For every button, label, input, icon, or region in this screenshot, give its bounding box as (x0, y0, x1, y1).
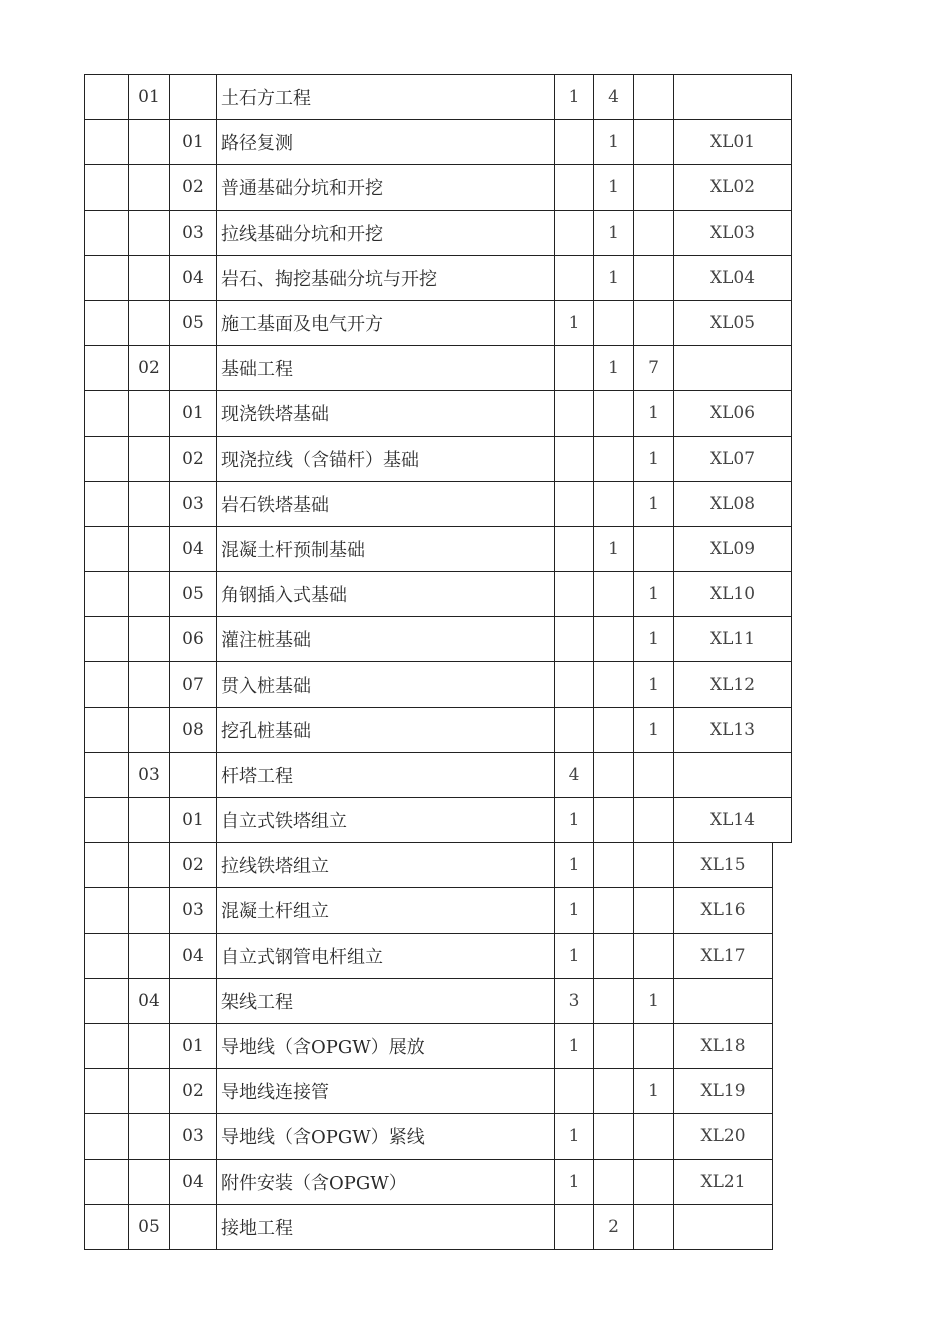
section-number-cell (128, 887, 169, 932)
count-c-cell (633, 526, 673, 571)
blank-cell (84, 1159, 128, 1204)
blank-cell (84, 255, 128, 300)
item-number-cell: 01 (169, 119, 216, 164)
table-step-border (772, 842, 792, 843)
section-number-cell (128, 119, 169, 164)
code-cell: XL14 (673, 797, 792, 842)
count-a-cell (554, 164, 593, 209)
blank-cell (84, 436, 128, 481)
blank-cell (84, 390, 128, 435)
count-b-cell: 1 (593, 526, 633, 571)
blank-cell (84, 707, 128, 752)
code-cell: XL20 (673, 1113, 773, 1158)
section-number-cell: 05 (128, 1204, 169, 1249)
count-a-cell (554, 571, 593, 616)
item-name-cell: 杆塔工程 (216, 752, 554, 797)
section-number-cell (128, 300, 169, 345)
code-cell: XL13 (673, 707, 792, 752)
count-a-cell: 1 (554, 1113, 593, 1158)
item-name-cell: 普通基础分坑和开挖 (216, 164, 554, 209)
blank-cell (84, 661, 128, 706)
code-cell (673, 752, 792, 797)
code-cell: XL02 (673, 164, 792, 209)
item-name-cell: 角钢插入式基础 (216, 571, 554, 616)
section-number-cell (128, 797, 169, 842)
item-number-cell: 07 (169, 661, 216, 706)
item-name-cell: 导地线连接管 (216, 1068, 554, 1113)
count-a-cell (554, 255, 593, 300)
item-name-cell: 附件安装（含OPGW） (216, 1159, 554, 1204)
count-b-cell (593, 1068, 633, 1113)
item-name-cell: 现浇铁塔基础 (216, 390, 554, 435)
blank-cell (84, 933, 128, 978)
code-cell: XL06 (673, 390, 792, 435)
item-number-cell: 06 (169, 616, 216, 661)
code-cell: XL16 (673, 887, 773, 932)
item-number-cell: 03 (169, 887, 216, 932)
item-number-cell (169, 345, 216, 390)
section-number-cell (128, 842, 169, 887)
item-number-cell: 04 (169, 526, 216, 571)
item-name-cell: 岩石铁塔基础 (216, 481, 554, 526)
count-a-cell (554, 661, 593, 706)
code-cell: XL05 (673, 300, 792, 345)
blank-cell (84, 887, 128, 932)
count-a-cell (554, 436, 593, 481)
count-c-cell (633, 1023, 673, 1068)
item-number-cell (169, 1204, 216, 1249)
code-cell: XL04 (673, 255, 792, 300)
code-cell: XL21 (673, 1159, 773, 1204)
code-cell: XL09 (673, 526, 792, 571)
blank-cell (84, 526, 128, 571)
blank-cell (84, 616, 128, 661)
section-number-cell (128, 571, 169, 616)
code-cell: XL01 (673, 119, 792, 164)
code-cell (673, 1204, 773, 1249)
item-number-cell: 04 (169, 933, 216, 978)
count-a-cell: 1 (554, 74, 593, 119)
code-cell: XL17 (673, 933, 773, 978)
item-number-cell: 03 (169, 210, 216, 255)
blank-cell (84, 1023, 128, 1068)
blank-cell (84, 119, 128, 164)
count-c-cell (633, 887, 673, 932)
section-number-cell (128, 436, 169, 481)
count-a-cell (554, 526, 593, 571)
count-c-cell: 1 (633, 707, 673, 752)
item-number-cell: 02 (169, 436, 216, 481)
count-b-cell (593, 707, 633, 752)
count-b-cell (593, 1159, 633, 1204)
blank-cell (84, 842, 128, 887)
item-number-cell: 03 (169, 481, 216, 526)
count-a-cell: 1 (554, 842, 593, 887)
section-number-cell (128, 526, 169, 571)
count-c-cell (633, 752, 673, 797)
count-a-cell: 1 (554, 933, 593, 978)
item-name-cell: 自立式铁塔组立 (216, 797, 554, 842)
count-c-cell (633, 255, 673, 300)
table-bottom-border (84, 1249, 773, 1250)
item-number-cell: 05 (169, 571, 216, 616)
count-c-cell: 1 (633, 481, 673, 526)
code-cell: XL03 (673, 210, 792, 255)
section-number-cell (128, 481, 169, 526)
section-number-cell: 04 (128, 978, 169, 1023)
section-number-cell (128, 1023, 169, 1068)
count-b-cell (593, 571, 633, 616)
section-number-cell (128, 616, 169, 661)
count-a-cell (554, 210, 593, 255)
item-number-cell: 01 (169, 797, 216, 842)
blank-cell (84, 752, 128, 797)
item-name-cell: 岩石、掏挖基础分坑与开挖 (216, 255, 554, 300)
code-cell: XL19 (673, 1068, 773, 1113)
count-c-cell: 1 (633, 571, 673, 616)
count-b-cell (593, 481, 633, 526)
count-b-cell (593, 797, 633, 842)
item-name-cell: 架线工程 (216, 978, 554, 1023)
item-number-cell: 04 (169, 1159, 216, 1204)
count-c-cell (633, 210, 673, 255)
section-number-cell (128, 164, 169, 209)
blank-cell (84, 797, 128, 842)
section-number-cell (128, 1113, 169, 1158)
count-b-cell (593, 887, 633, 932)
count-a-cell: 1 (554, 1023, 593, 1068)
section-number-cell (128, 255, 169, 300)
item-name-cell: 路径复测 (216, 119, 554, 164)
count-a-cell: 1 (554, 887, 593, 932)
count-b-cell (593, 1113, 633, 1158)
count-b-cell (593, 390, 633, 435)
code-cell: XL18 (673, 1023, 773, 1068)
count-a-cell (554, 1204, 593, 1249)
count-c-cell (633, 933, 673, 978)
section-number-cell (128, 707, 169, 752)
section-number-cell (128, 1159, 169, 1204)
section-number-cell (128, 390, 169, 435)
item-name-cell: 拉线基础分坑和开挖 (216, 210, 554, 255)
code-cell: XL12 (673, 661, 792, 706)
count-a-cell (554, 390, 593, 435)
count-a-cell (554, 119, 593, 164)
blank-cell (84, 1068, 128, 1113)
count-b-cell: 1 (593, 345, 633, 390)
count-b-cell (593, 300, 633, 345)
section-number-cell (128, 933, 169, 978)
count-b-cell (593, 616, 633, 661)
count-b-cell: 1 (593, 164, 633, 209)
count-c-cell: 1 (633, 978, 673, 1023)
item-number-cell: 02 (169, 842, 216, 887)
blank-cell (84, 74, 128, 119)
count-a-cell: 4 (554, 752, 593, 797)
count-b-cell: 1 (593, 119, 633, 164)
item-name-cell: 拉线铁塔组立 (216, 842, 554, 887)
count-c-cell: 1 (633, 1068, 673, 1113)
item-number-cell: 08 (169, 707, 216, 752)
count-b-cell (593, 752, 633, 797)
section-number-cell (128, 1068, 169, 1113)
item-number-cell: 05 (169, 300, 216, 345)
blank-cell (84, 210, 128, 255)
count-b-cell: 1 (593, 255, 633, 300)
count-c-cell (633, 842, 673, 887)
count-b-cell (593, 661, 633, 706)
blank-cell (84, 164, 128, 209)
item-name-cell: 现浇拉线（含锚杆）基础 (216, 436, 554, 481)
item-name-cell: 自立式钢管电杆组立 (216, 933, 554, 978)
count-a-cell (554, 1068, 593, 1113)
section-number-cell (128, 661, 169, 706)
item-number-cell (169, 74, 216, 119)
blank-cell (84, 300, 128, 345)
code-cell (673, 978, 773, 1023)
item-name-cell: 导地线（含OPGW）展放 (216, 1023, 554, 1068)
code-cell: XL11 (673, 616, 792, 661)
section-number-cell (128, 210, 169, 255)
count-b-cell: 1 (593, 210, 633, 255)
count-b-cell (593, 842, 633, 887)
item-number-cell: 02 (169, 164, 216, 209)
count-c-cell: 1 (633, 616, 673, 661)
count-a-cell (554, 616, 593, 661)
blank-cell (84, 345, 128, 390)
blank-cell (84, 978, 128, 1023)
count-b-cell: 2 (593, 1204, 633, 1249)
count-b-cell (593, 978, 633, 1023)
blank-cell (84, 481, 128, 526)
count-a-cell (554, 707, 593, 752)
section-number-cell: 03 (128, 752, 169, 797)
item-number-cell: 02 (169, 1068, 216, 1113)
code-cell (673, 74, 792, 119)
count-c-cell (633, 119, 673, 164)
blank-cell (84, 1204, 128, 1249)
item-name-cell: 土石方工程 (216, 74, 554, 119)
section-number-cell: 01 (128, 74, 169, 119)
count-c-cell (633, 164, 673, 209)
count-c-cell: 1 (633, 436, 673, 481)
count-c-cell (633, 1113, 673, 1158)
count-b-cell: 4 (593, 74, 633, 119)
count-c-cell (633, 1159, 673, 1204)
item-name-cell: 施工基面及电气开方 (216, 300, 554, 345)
count-c-cell (633, 1204, 673, 1249)
item-number-cell (169, 978, 216, 1023)
code-cell: XL10 (673, 571, 792, 616)
item-number-cell: 03 (169, 1113, 216, 1158)
code-cell: XL15 (673, 842, 773, 887)
item-number-cell (169, 752, 216, 797)
item-number-cell: 01 (169, 1023, 216, 1068)
count-a-cell: 3 (554, 978, 593, 1023)
blank-cell (84, 1113, 128, 1158)
count-c-cell: 1 (633, 390, 673, 435)
item-name-cell: 灌注桩基础 (216, 616, 554, 661)
item-number-cell: 01 (169, 390, 216, 435)
item-name-cell: 基础工程 (216, 345, 554, 390)
item-number-cell: 04 (169, 255, 216, 300)
section-number-cell: 02 (128, 345, 169, 390)
item-name-cell: 挖孔桩基础 (216, 707, 554, 752)
count-c-cell: 7 (633, 345, 673, 390)
count-a-cell (554, 481, 593, 526)
count-b-cell (593, 1023, 633, 1068)
count-a-cell: 1 (554, 797, 593, 842)
count-c-cell (633, 797, 673, 842)
count-a-cell: 1 (554, 300, 593, 345)
item-name-cell: 导地线（含OPGW）紧线 (216, 1113, 554, 1158)
item-name-cell: 混凝土杆组立 (216, 887, 554, 932)
count-c-cell (633, 300, 673, 345)
code-cell (673, 345, 792, 390)
count-b-cell (593, 436, 633, 481)
code-cell: XL07 (673, 436, 792, 481)
count-c-cell: 1 (633, 661, 673, 706)
blank-cell (84, 571, 128, 616)
count-b-cell (593, 933, 633, 978)
count-a-cell (554, 345, 593, 390)
item-name-cell: 混凝土杆预制基础 (216, 526, 554, 571)
count-a-cell: 1 (554, 1159, 593, 1204)
code-cell: XL08 (673, 481, 792, 526)
count-c-cell (633, 74, 673, 119)
item-name-cell: 接地工程 (216, 1204, 554, 1249)
item-name-cell: 贯入桩基础 (216, 661, 554, 706)
